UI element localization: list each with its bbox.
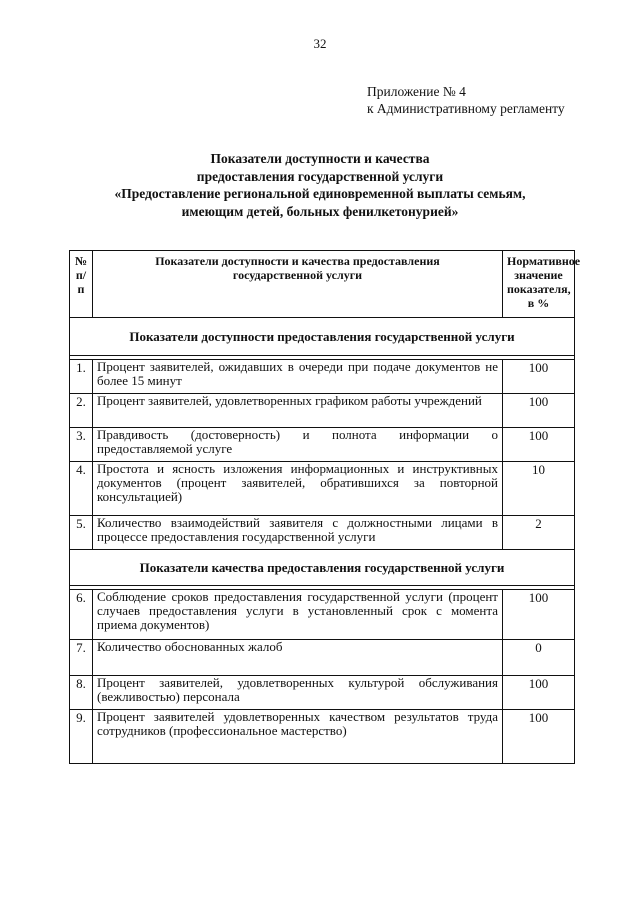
header-indicator: Показатели доступности и качества предоставления государственной услуги <box>93 251 503 318</box>
table-row <box>70 428 575 462</box>
appendix-line-1: Приложение № 4 <box>367 84 466 99</box>
row-value: 100 <box>503 394 575 428</box>
title-line-1: Показатели доступности и качества <box>210 151 430 166</box>
row-value: 100 <box>503 428 575 462</box>
indicators-table <box>69 250 581 764</box>
row-text: Соблюдение сроков предоставления государственной услуги (процент случаев предоставления услуги в установленный срок с момента приема документов) <box>93 590 503 640</box>
page-number: 32 <box>313 36 327 51</box>
row-num: 2. <box>70 394 93 428</box>
table-row <box>70 394 575 428</box>
row-num: 1. <box>70 360 93 394</box>
row-text: Количество взаимодействий заявителя с должностными лицами в процессе предоставления государственной услуги <box>93 516 503 550</box>
row-text: Простота и ясность изложения информационных и инструктивных документов (процент заявителей, обратившихся за повторной консультацией) <box>93 462 503 516</box>
table-row <box>70 360 575 394</box>
row-text: Процент заявителей удовлетворенных качеством результатов труда сотрудников (профессиональное мастерство) <box>93 710 503 764</box>
row-text: Процент заявителей, удовлетворенных графиком работы учреждений <box>93 394 503 428</box>
row-value: 2 <box>503 516 575 550</box>
row-num: 8. <box>70 676 93 710</box>
appendix-line-2: к Административному регламенту <box>367 101 565 116</box>
row-text: Количество обоснованных жалоб <box>93 640 503 676</box>
table-header-row <box>70 251 575 318</box>
table-row <box>70 676 575 710</box>
title-line-4: имеющим детей, больных фенилкетонурией» <box>181 203 459 219</box>
section-row-quality <box>70 550 575 586</box>
header-value: Нормативное значение показателя, в % <box>503 251 575 318</box>
row-value: 100 <box>503 710 575 764</box>
appendix-note <box>367 83 565 117</box>
title-line-3: «Предоставление региональной единовременной выплаты семьям, <box>114 186 526 201</box>
row-num: 6. <box>70 590 93 640</box>
row-value: 0 <box>503 640 575 676</box>
row-value: 100 <box>503 590 575 640</box>
row-value: 100 <box>503 676 575 710</box>
table-row <box>70 516 575 550</box>
row-num: 3. <box>70 428 93 462</box>
table-row <box>70 590 575 640</box>
header-num: № п/п <box>70 251 93 318</box>
section-row-availability <box>70 318 575 356</box>
row-num: 4. <box>70 462 93 516</box>
document-title <box>70 150 570 220</box>
row-num: 9. <box>70 710 93 764</box>
table-row <box>70 710 575 764</box>
row-text: Правдивость (достоверность) и полнота информации о предоставляемой услуге <box>93 428 503 462</box>
section-title: Показатели доступности предоставления государственной услуги <box>70 318 575 356</box>
table-row <box>70 462 575 516</box>
row-text: Процент заявителей, удовлетворенных культурой обслуживания (вежливостью) персонала <box>93 676 503 710</box>
title-line-2: предоставления государственной услуги <box>196 168 444 184</box>
row-num: 7. <box>70 640 93 676</box>
row-text: Процент заявителей, ожидавших в очереди при подаче документов не более 15 минут <box>93 360 503 394</box>
table-row <box>70 640 575 676</box>
section-title: Показатели качества предоставления государственной услуги <box>70 550 575 586</box>
row-num: 5. <box>70 516 93 550</box>
row-value: 100 <box>503 360 575 394</box>
row-value: 10 <box>503 462 575 516</box>
